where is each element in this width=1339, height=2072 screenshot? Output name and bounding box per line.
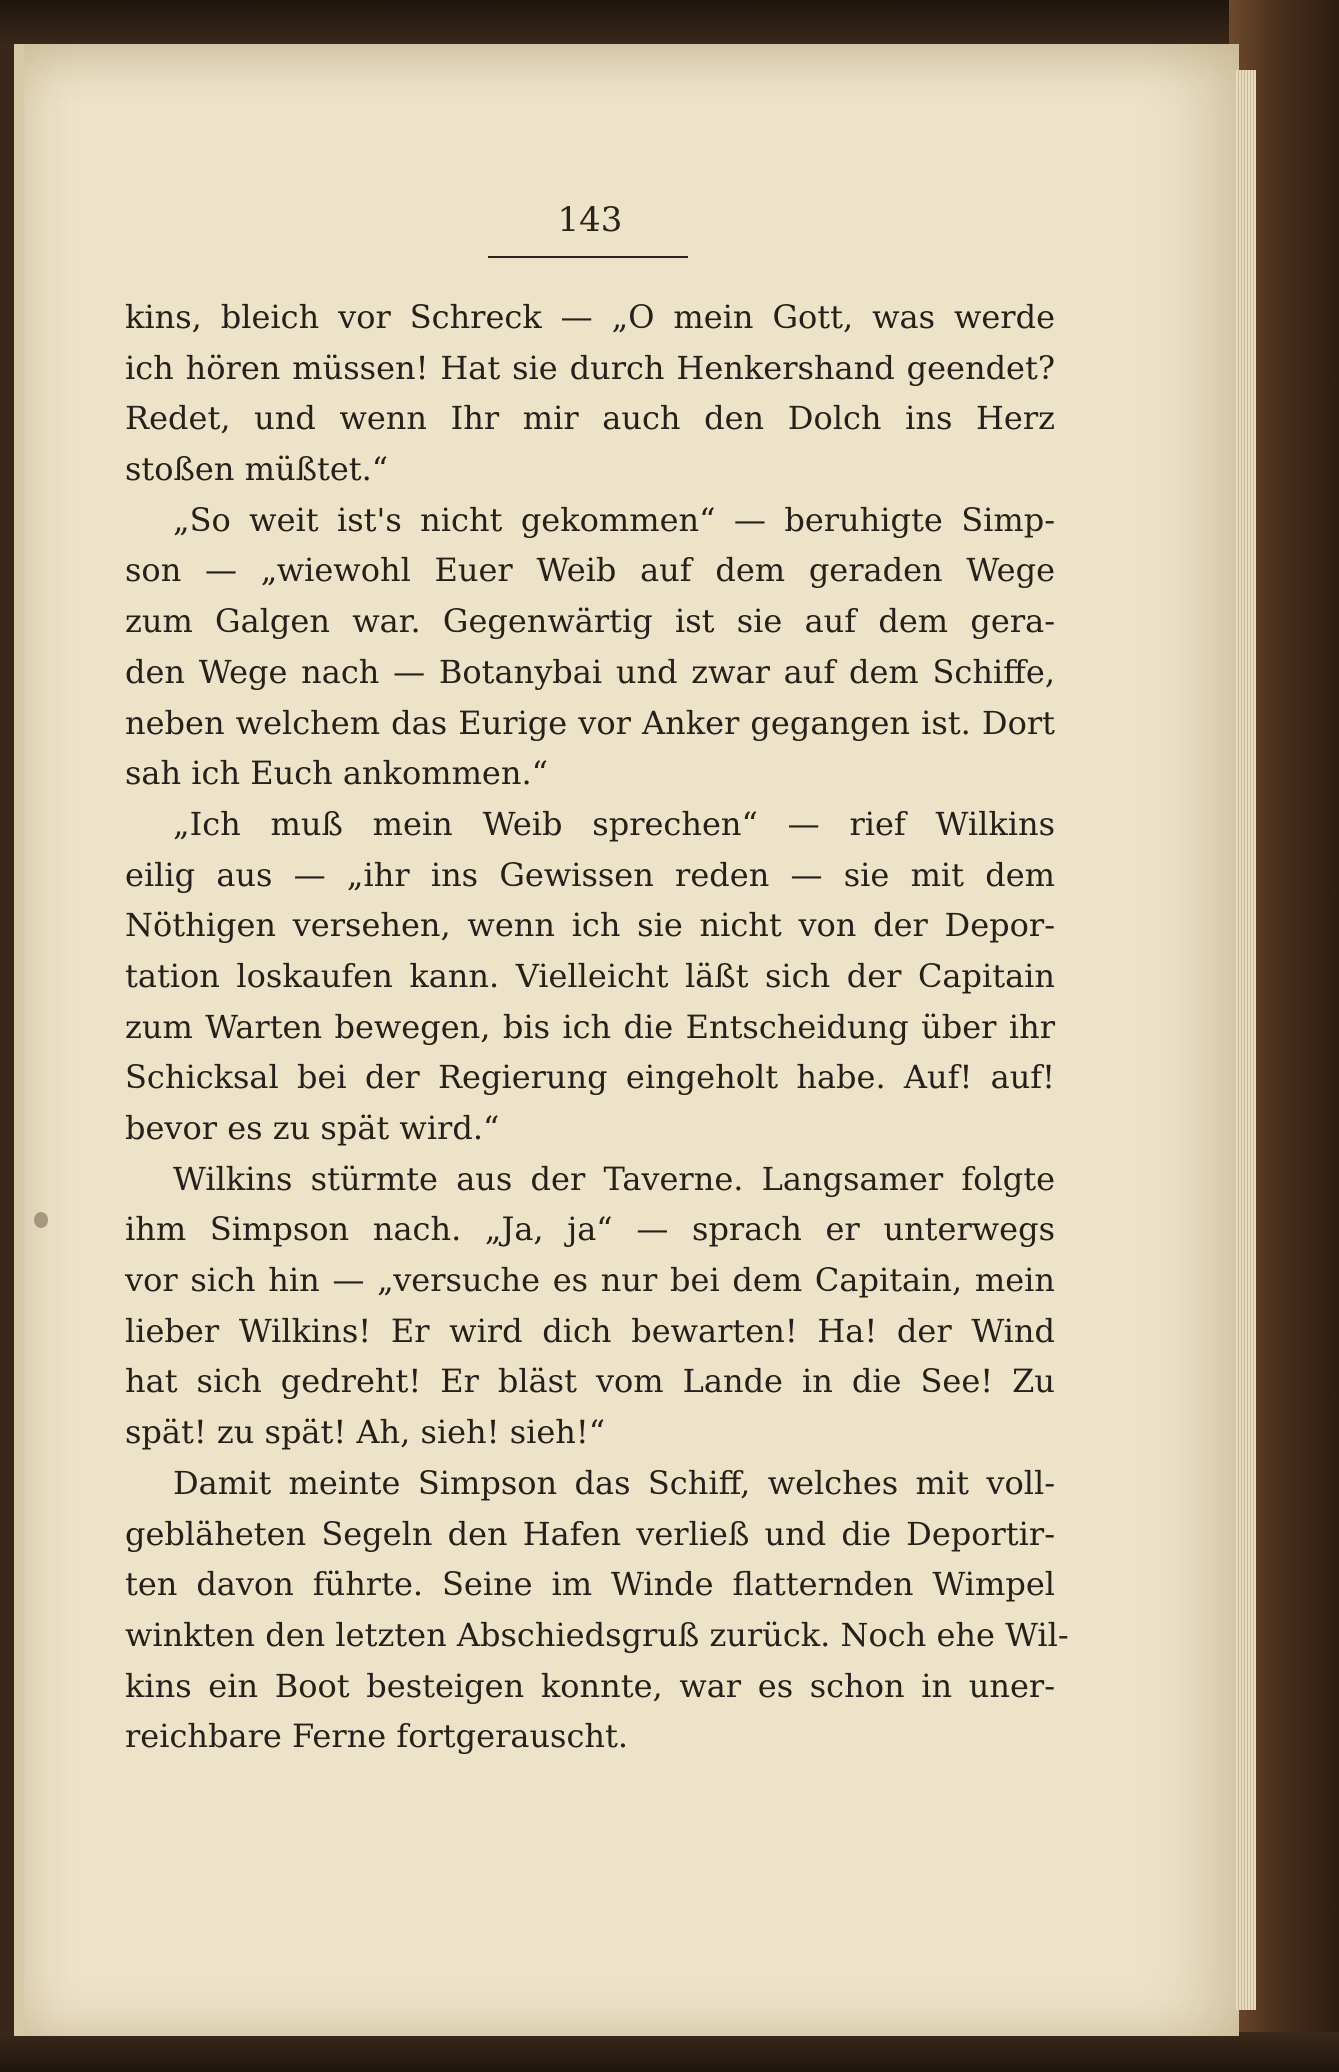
header-rule: [488, 256, 688, 258]
text-line: ich hören müssen! Hat sie durch Henkershand geendet?: [125, 348, 1055, 387]
text-line: Wilkins stürmte aus der Taverne. Langsamer folgte: [173, 1159, 1055, 1198]
text-line: „So weit ist's nicht gekommen“ — beruhigte Simp-: [173, 500, 1055, 539]
text-line: gebläheten Segeln den Hafen verließ und die Deportir-: [125, 1514, 1055, 1553]
text-line: hat sich gedreht! Er bläst vom Lande in die See! Zu: [125, 1362, 1055, 1401]
text-line: neben welchem das Eurige vor Anker gegangen ist. Dort: [125, 703, 1055, 742]
text-line: „Ich muß mein Weib sprechen“ — rief Wilkins: [173, 804, 1055, 843]
text-line: spät! zu spät! Ah, sieh! sieh!“: [125, 1413, 606, 1452]
text-line: kins ein Boot besteigen konnte, war es schon in uner-: [125, 1666, 1055, 1705]
text-line: vor sich hin — „versuche es nur bei dem Capitain, mein: [125, 1261, 1055, 1300]
text-line: zum Warten bewegen, bis ich die Entscheidung über ihr: [125, 1007, 1055, 1046]
text-line: eilig aus — „ihr ins Gewissen reden — sie mit dem: [125, 855, 1055, 894]
text-line: sah ich Euch ankommen.“: [125, 754, 548, 793]
page-stack-edge: [1236, 70, 1256, 2010]
page-gutter: [14, 44, 24, 2036]
body-text: [125, 292, 1069, 1762]
text-line: kins, bleich vor Schreck — „O mein Gott, was werde: [125, 298, 1055, 336]
page-number: 143: [557, 200, 623, 240]
book-cover-top-edge: [0, 0, 1339, 48]
text-line: Damit meinte Simpson das Schiff, welches mit voll-: [173, 1463, 1055, 1502]
text-line: son — „wiewohl Euer Weib auf dem geraden Wege: [125, 551, 1055, 590]
ink-spot: [34, 1212, 48, 1228]
text-line: bevor es zu spät wird.“: [125, 1109, 500, 1147]
text-line: zum Galgen war. Gegenwärtig ist sie auf dem gera-: [125, 602, 1055, 641]
text-line: Nöthigen versehen, wenn ich sie nicht von der Depor-: [125, 906, 1055, 945]
book-cover-bottom-edge: [0, 2032, 1339, 2072]
text-line: den Wege nach — Botanybai und zwar auf dem Schiffe,: [125, 652, 1055, 691]
text-line: reichbare Ferne fortgerauscht.: [125, 1717, 629, 1756]
text-line: lieber Wilkins! Er wird dich bewarten! Ha! der Wind: [125, 1311, 1055, 1350]
text-line: ihm Simpson nach. „Ja, ja“ — sprach er unterwegs: [125, 1210, 1055, 1249]
text-line: ten davon führte. Seine im Winde flatternden Wimpel: [125, 1565, 1055, 1604]
text-line: winkten den letzten Abschiedsgruß zurück. Noch ehe Wil-: [125, 1615, 1069, 1654]
text-line: Schicksal bei der Regierung eingeholt habe. Auf! auf!: [125, 1058, 1055, 1097]
text-line: Redet, und wenn Ihr mir auch den Dolch ins Herz: [125, 399, 1055, 438]
text-line: tation loskaufen kann. Vielleicht läßt sich der Capitain: [125, 956, 1055, 995]
text-line: stoßen müßtet.“: [125, 450, 389, 489]
